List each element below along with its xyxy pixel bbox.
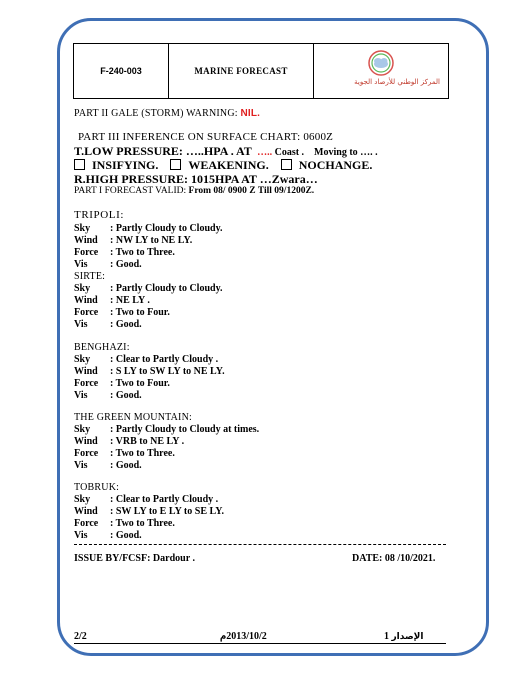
part2-value: NIL. xyxy=(240,108,261,119)
sirte-wind: Wind : NE LY . xyxy=(74,295,150,306)
part1-line xyxy=(74,186,314,196)
issue-date: DATE: 08 /10/2021. xyxy=(352,553,436,564)
part2-line xyxy=(74,108,260,119)
document-title: MARINE FORECAST xyxy=(169,44,314,98)
tobruk-sky: Sky : Clear to Partly Cloudy . xyxy=(74,494,219,505)
page-number: 2/2 xyxy=(74,631,87,642)
region-name-benghazi: BENGHAZI: xyxy=(74,342,130,353)
edition-number: 1 xyxy=(384,631,389,642)
checkbox-nochange[interactable] xyxy=(281,159,292,170)
part3-line: PART III INFERENCE ON SURFACE CHART: 0600Z xyxy=(78,131,334,143)
header-table xyxy=(73,43,449,99)
region-name-tripoli: TRIPOLI: xyxy=(74,209,125,221)
footer-rule xyxy=(74,643,446,644)
tripoli-vis: Vis : Good. xyxy=(74,259,142,270)
benghazi-force: Force : Two to Four. xyxy=(74,378,170,389)
tobruk-force: Force : Two to Three. xyxy=(74,518,175,529)
trend-opt3: NOCHANGE. xyxy=(298,158,373,172)
form-code: F-240-003 xyxy=(74,44,169,98)
trend-line xyxy=(74,158,372,173)
part2-label: PART II GALE (STORM) WARNING: xyxy=(74,108,238,119)
part1-label: PART I FORECAST VALID: xyxy=(74,186,187,196)
tobruk-wind: Wind : SW LY to E LY to SE LY. xyxy=(74,506,225,517)
part1-valid: From 08/ 0900 Z Till 09/1200Z. xyxy=(188,186,315,196)
sirte-vis: Vis : Good. xyxy=(74,319,142,330)
benghazi-wind: Wind : S LY to SW LY to NE LY. xyxy=(74,366,225,377)
footer-edition xyxy=(384,631,423,642)
green-mountain-vis: Vis : Good. xyxy=(74,460,142,471)
region-name-green-mountain: THE GREEN MOUNTAIN: xyxy=(74,412,192,423)
footer-date: 2013/10/2م xyxy=(220,631,267,642)
sirte-force: Force : Two to Four. xyxy=(74,307,170,318)
tripoli-wind: Wind : NW LY to NE LY. xyxy=(74,235,193,246)
region-name-sirte: SIRTE: xyxy=(74,271,106,282)
region-name-tobruk: TOBRUK: xyxy=(74,482,120,493)
sirte-sky: Sky : Partly Cloudy to Cloudy. xyxy=(74,283,223,294)
agency-logo-icon xyxy=(364,50,398,76)
checkbox-weakening[interactable] xyxy=(170,159,181,170)
tripoli-sky: Sky : Partly Cloudy to Cloudy. xyxy=(74,223,223,234)
agency-cell xyxy=(314,44,448,98)
low-pressure-dots: ….. xyxy=(257,147,273,158)
green-mountain-sky: Sky : Partly Cloudy to Cloudy at times. xyxy=(74,424,260,435)
high-pressure-line: R.HIGH PRESSURE: 1015HPA AT …Zwara… xyxy=(74,172,318,186)
trend-opt1: INSIFYING. xyxy=(92,158,159,172)
low-pressure-coast: Coast . xyxy=(274,147,305,158)
tobruk-vis: Vis : Good. xyxy=(74,530,142,541)
low-pressure-line xyxy=(74,144,378,159)
trend-opt2: WEAKENING. xyxy=(188,158,269,172)
tripoli-force: Force : Two to Three. xyxy=(74,247,175,258)
low-pressure-moving: Moving to …. . xyxy=(314,147,378,158)
issued-by: ISSUE BY/FCSF: Dardour . xyxy=(74,553,195,564)
edition-label: الإصدار xyxy=(391,632,424,642)
checkbox-intensifying[interactable] xyxy=(74,159,85,170)
agency-name: المركز الوطني للأرصاد الجوية xyxy=(354,78,440,86)
low-pressure-prefix: T.LOW PRESSURE: …..HPA . AT xyxy=(74,144,252,158)
benghazi-sky: Sky : Clear to Partly Cloudy . xyxy=(74,354,219,365)
dashed-divider xyxy=(74,544,446,545)
benghazi-vis: Vis : Good. xyxy=(74,390,142,401)
green-mountain-force: Force : Two to Three. xyxy=(74,448,175,459)
green-mountain-wind: Wind : VRB to NE LY . xyxy=(74,436,185,447)
